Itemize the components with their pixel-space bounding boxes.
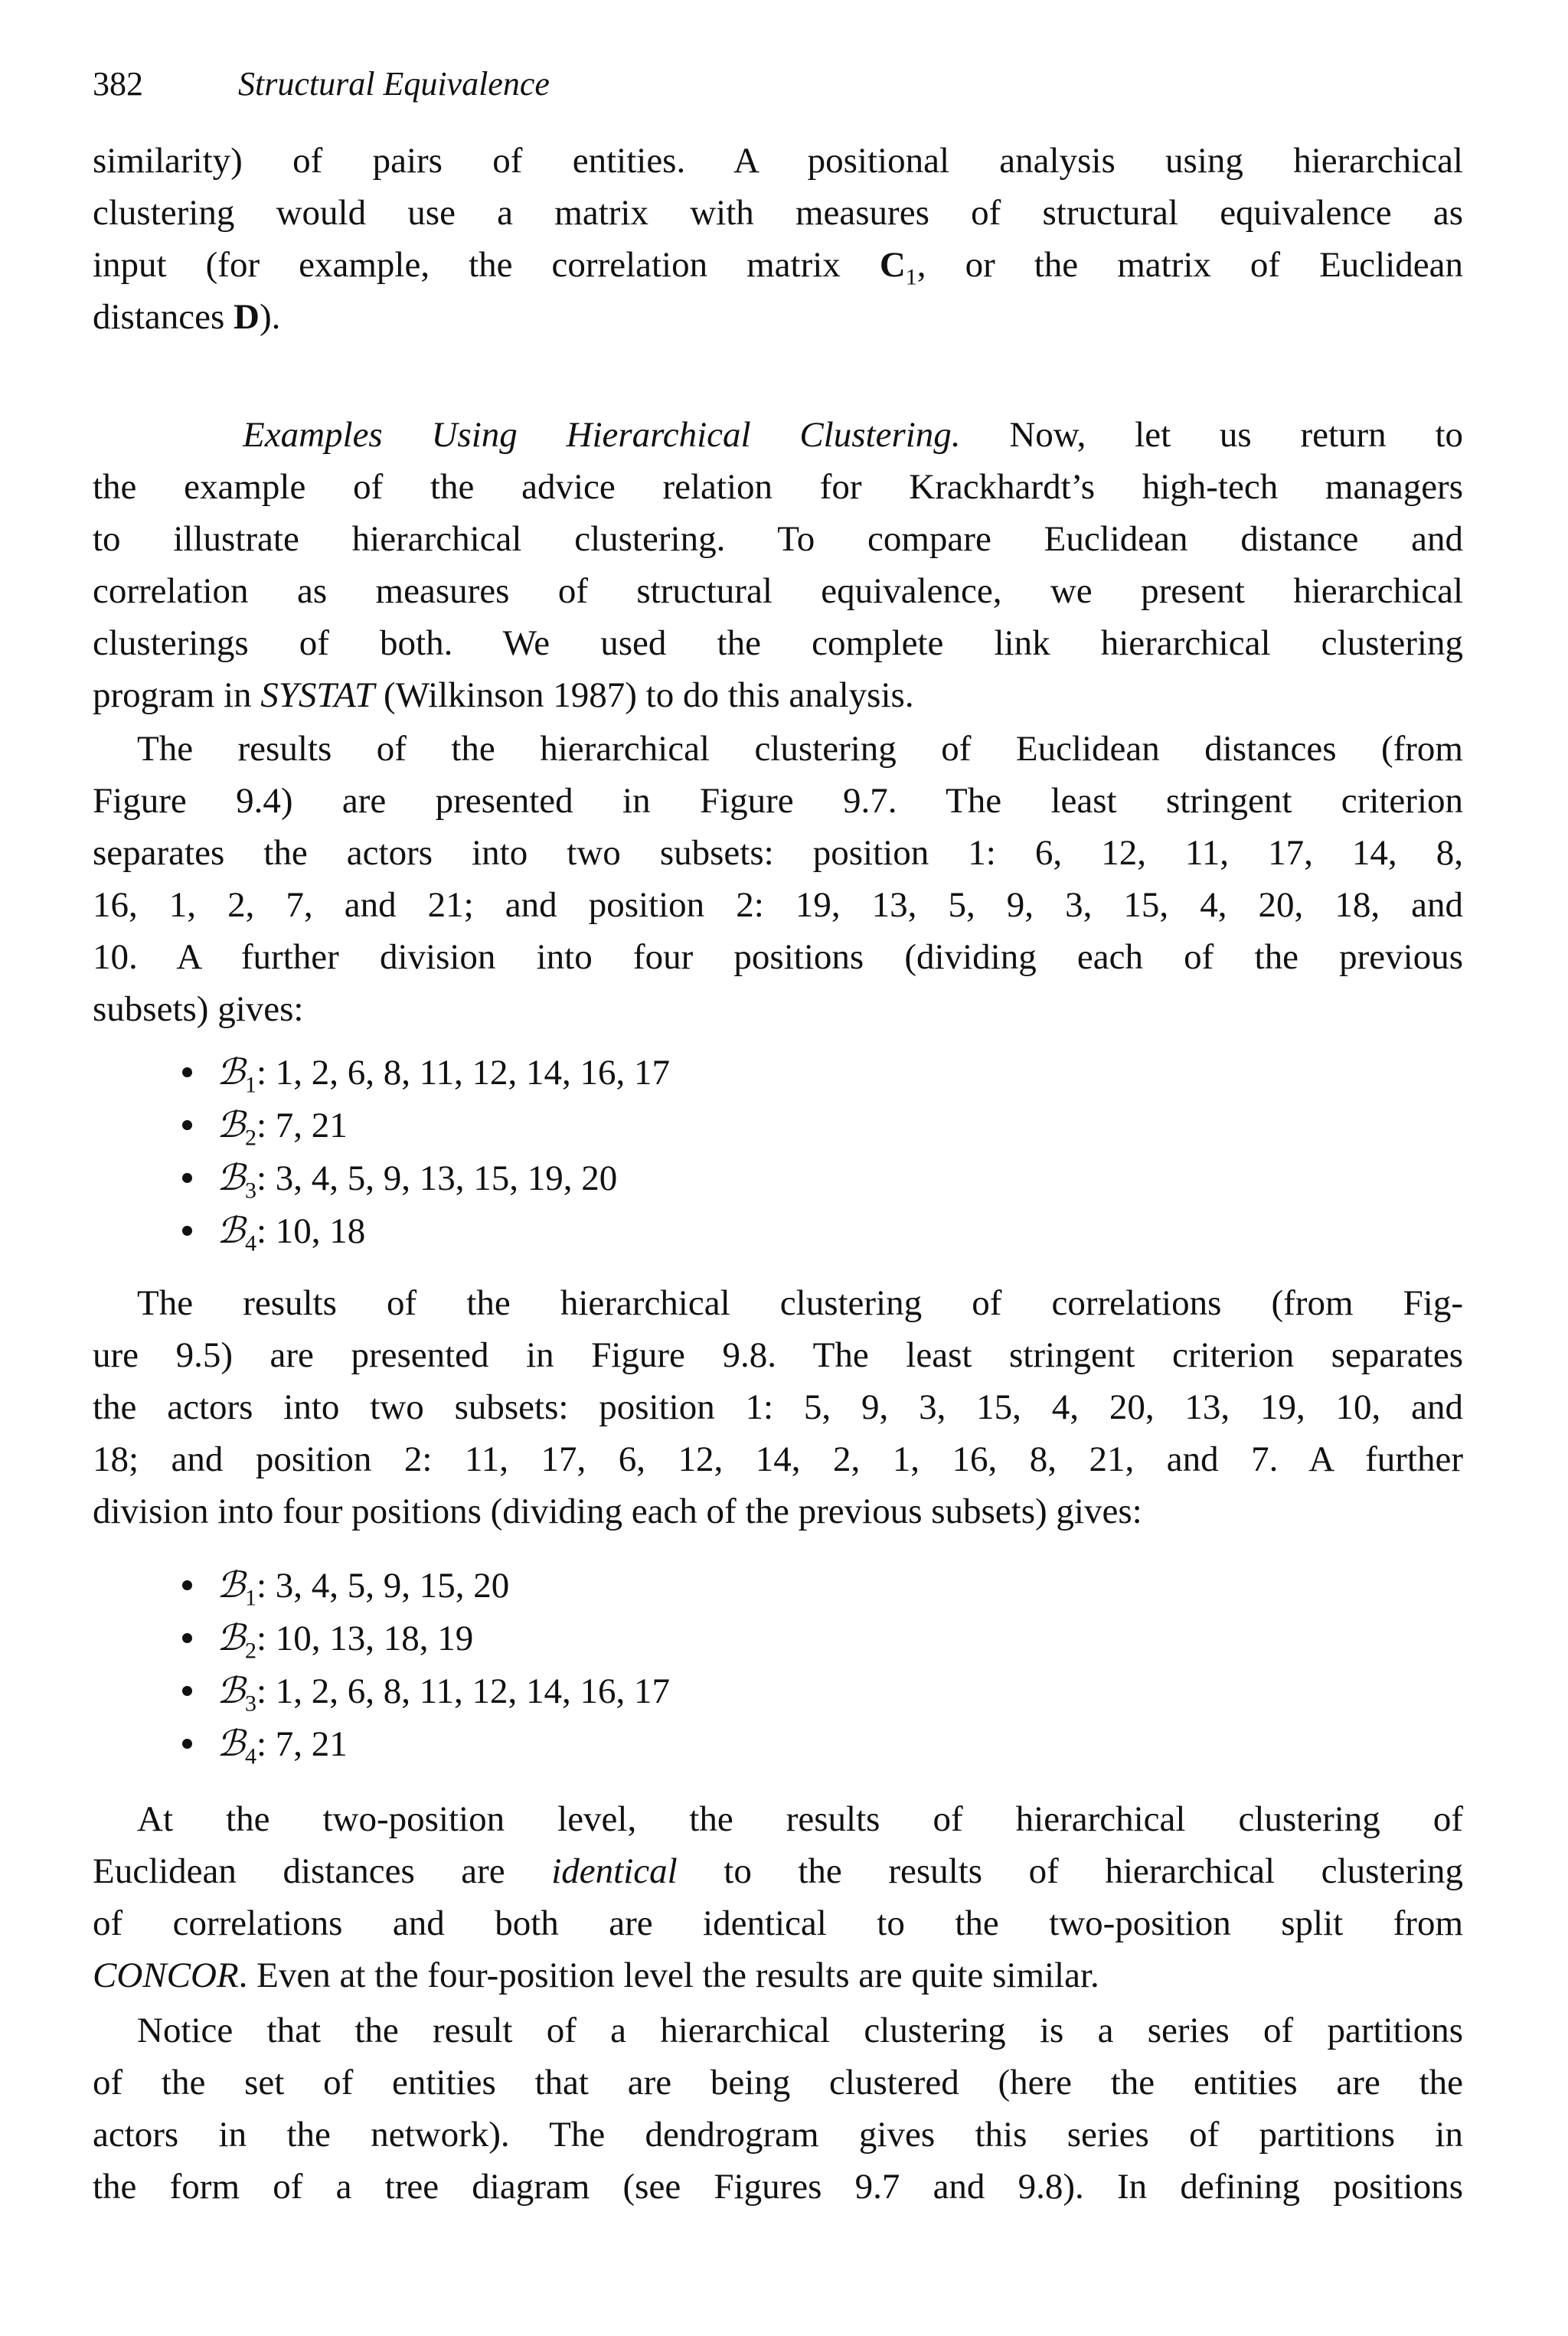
matrix-subscript: 1 [905,264,917,290]
bullet-dot [182,1120,192,1130]
bullet-dot [182,1173,192,1183]
text-run: to the results of hierarchical clustering [677,1851,1463,1891]
text-run: Now, let us return to [960,415,1463,455]
position-list-correlation [182,1559,670,1770]
list-item [182,1612,670,1665]
text-run: (Wilkinson 1987) to do this analysis. [374,675,914,715]
bullet-dot [182,1739,192,1749]
text-line: the example of the advice relation for Krackhardt’s high-tech managers [93,467,1463,507]
text-line: 18; and position 2: 11, 17, 6, 12, 14, 2, 1, 16, 8, 21, and 7. A further [93,1439,1463,1479]
block-members: : 3, 4, 5, 9, 15, 20 [256,1566,510,1606]
list-item [182,1717,670,1770]
block-subscript: 1 [244,1585,256,1611]
paragraph-3 [93,723,1463,1035]
bullet-dot [182,1226,192,1236]
matrix-symbol: C [879,245,906,285]
text-line: Figure 9.4) are presented in Figure 9.7. The least stringent criterion [93,781,1463,821]
text-line: of correlations and both are identical to the two-position split from [93,1903,1463,1943]
text-line: clustering would use a matrix with measures of structural equivalence as [93,193,1463,233]
block-members: : 3, 4, 5, 9, 13, 15, 19, 20 [256,1158,618,1198]
text-line: division into four positions (dividing each of the previous subsets) gives: [93,1491,1142,1531]
text-line: the form of a tree diagram (see Figures 9.7 and 9.8). In defining positions [93,2167,1463,2207]
program-name: CONCOR [93,1955,239,1995]
block-members: : 10, 13, 18, 19 [256,1619,474,1658]
block-symbol: ℬ [217,1723,245,1765]
list-item [182,1152,670,1204]
block-symbol: ℬ [217,1157,245,1199]
bullet-dot [182,1633,192,1643]
text-line: subsets) gives: [93,989,304,1029]
list-item [182,1046,670,1099]
page-number: 382 [93,65,143,103]
paragraph-1 [93,135,1463,343]
block-subscript: 4 [244,1230,256,1256]
block-members: : 7, 21 [256,1106,348,1145]
text-run: input (for example, the correlation matrix [93,245,880,285]
text-line: clusterings of both. We used the complete link hierarchical clustering [93,623,1463,663]
block-members: : 1, 2, 6, 8, 11, 12, 14, 16, 17 [256,1053,671,1093]
block-symbol: ℬ [217,1564,245,1606]
block-symbol: ℬ [217,1210,245,1252]
bullet-dot [182,1067,192,1077]
text-line [93,409,1463,461]
list-item [182,1204,670,1257]
list-item [182,1099,670,1152]
text-line: correlation as measures of structural equivalence, we present hierarchical [93,571,1463,611]
text-run: . Even at the four-position level the results are quite similar. [238,1955,1099,1995]
text-line: to illustrate hierarchical clustering. To compare Euclidean distance and [93,519,1463,559]
list-item [182,1559,670,1612]
matrix-symbol: D [234,297,260,337]
text-line: ure 9.5) are presented in Figure 9.8. The least stringent criterion separates [93,1335,1463,1375]
list-item [182,1665,670,1717]
block-subscript: 2 [244,1125,256,1151]
paragraph-6 [93,2004,1463,2213]
text-line: the actors into two subsets: position 1: 5, 9, 3, 15, 4, 20, 13, 19, 10, and [93,1387,1463,1427]
block-subscript: 4 [244,1743,256,1769]
bullet-dot [182,1686,192,1696]
text-line: 16, 1, 2, 7, and 21; and position 2: 19, 13, 5, 9, 3, 15, 4, 20, 18, and [93,885,1463,925]
text-line: At the two-position level, the results of hierarchical clustering of [137,1799,1463,1839]
section-heading: Examples Using Hierarchical Clustering. [243,415,961,455]
block-subscript: 3 [244,1691,256,1717]
text-run: , or the matrix of Euclidean [916,245,1463,285]
block-symbol: ℬ [217,1051,245,1093]
block-symbol: ℬ [217,1104,245,1146]
paragraph-2 [93,409,1463,721]
text-line: actors in the network). The dendrogram gives this series of partitions in [93,2115,1463,2155]
block-symbol: ℬ [217,1617,245,1659]
text-line: 10. A further division into four positions (dividing each of the previous [93,937,1463,977]
text-line: Notice that the result of a hierarchical clustering is a series of partitions [137,2011,1463,2050]
block-subscript: 2 [244,1638,256,1664]
position-list-euclidean [182,1046,670,1257]
text-line: The results of the hierarchical clustering of correlations (from Fig- [137,1283,1463,1323]
text-line [93,239,1463,291]
block-symbol: ℬ [217,1670,245,1712]
text-line [93,669,1463,721]
text-run: ). [259,297,281,337]
page-header [93,63,550,106]
block-subscript: 3 [244,1178,256,1204]
paragraph-4 [93,1277,1463,1537]
program-name: SYSTAT [260,675,375,715]
text-run: distances [93,297,234,337]
bullet-dot [182,1580,192,1590]
text-line: separates the actors into two subsets: position 1: 6, 12, 11, 17, 14, 8, [93,833,1463,873]
text-line: of the set of entities that are being clustered (here the entities are the [93,2063,1463,2102]
text-line [93,1845,1463,1897]
text-run: program in [93,675,261,715]
emphasis: identical [551,1851,678,1891]
block-subscript: 1 [244,1072,256,1098]
block-members: : 7, 21 [256,1724,348,1764]
text-line: The results of the hierarchical clustering of Euclidean distances (from [137,729,1463,769]
text-line [93,1949,1463,2001]
running-title: Structural Equivalence [238,65,550,103]
paragraph-5 [93,1793,1463,2001]
text-run: Euclidean distances are [93,1851,552,1891]
block-members: : 1, 2, 6, 8, 11, 12, 14, 16, 17 [256,1671,671,1711]
block-members: : 10, 18 [256,1211,366,1251]
text-line: similarity) of pairs of entities. A positional analysis using hierarchical [93,141,1463,181]
text-line [93,291,1463,343]
